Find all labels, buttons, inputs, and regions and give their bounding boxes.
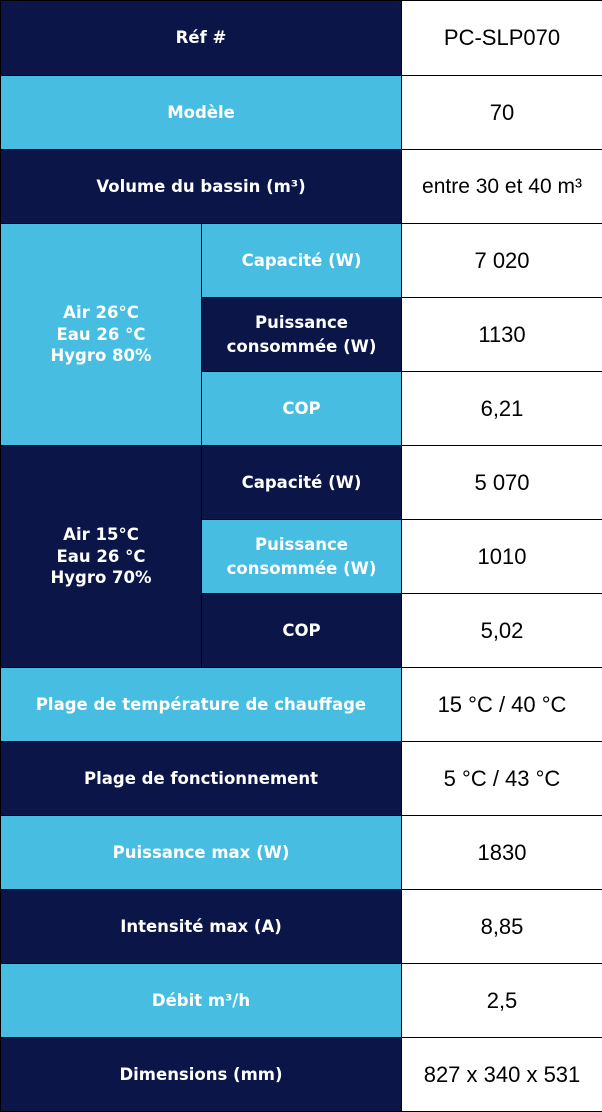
cond2-cop-value: 5,02: [402, 594, 602, 668]
row-ref: [1, 1, 602, 76]
cond2-puissance-value: 1010: [402, 520, 602, 594]
row-modele: [1, 76, 602, 150]
cond1-cop-value: 6,21: [402, 372, 602, 446]
cond1-conditions: [1, 224, 202, 446]
cond2-puissance-line2: consommée (W): [226, 558, 377, 578]
cond2-eau: Eau 26 °C: [56, 546, 146, 566]
row-cond1-capacite: [1, 224, 602, 298]
plage-fonctionnement-value: 5 °C / 43 °C: [402, 742, 602, 816]
dimensions-label: Dimensions (mm): [1, 1038, 402, 1112]
cond1-puissance-label: [202, 298, 402, 372]
plage-chauffage-value: 15 °C / 40 °C: [402, 668, 602, 742]
cond1-puissance-line2: consommée (W): [226, 336, 377, 356]
cond2-conditions: [1, 446, 202, 668]
intensite-max-label: Intensité max (A): [1, 890, 402, 964]
modele-value: 70: [402, 76, 602, 150]
cond2-hygro: Hygro 70%: [50, 568, 152, 588]
row-plage-fonctionnement: [1, 742, 602, 816]
volume-value: entre 30 et 40 m³: [402, 150, 602, 224]
row-cond2-capacite: [1, 446, 602, 520]
puissance-max-value: 1830: [402, 816, 602, 890]
row-volume: [1, 150, 602, 224]
cond1-cop-label: COP: [202, 372, 402, 446]
cond2-puissance-label: [202, 520, 402, 594]
row-dimensions: [1, 1038, 602, 1112]
puissance-max-label: Puissance max (W): [1, 816, 402, 890]
debit-value: 2,5: [402, 964, 602, 1038]
cond1-hygro: Hygro 80%: [50, 346, 152, 366]
modele-label: Modèle: [1, 76, 402, 150]
cond1-air: Air 26°C: [63, 303, 139, 323]
row-intensite-max: [1, 890, 602, 964]
ref-label: Réf #: [1, 1, 402, 76]
cond1-puissance-value: 1130: [402, 298, 602, 372]
cond1-eau: Eau 26 °C: [56, 324, 146, 344]
intensite-max-value: 8,85: [402, 890, 602, 964]
cond1-capacite-label: Capacité (W): [202, 224, 402, 298]
cond2-puissance-line1: Puissance: [255, 535, 348, 555]
cond1-capacite-value: 7 020: [402, 224, 602, 298]
debit-label: Débit m³/h: [1, 964, 402, 1038]
volume-label: Volume du bassin (m³): [1, 150, 402, 224]
row-debit: [1, 964, 602, 1038]
cond2-capacite-label: Capacité (W): [202, 446, 402, 520]
ref-value: PC-SLP070: [402, 1, 602, 76]
plage-fonctionnement-label: Plage de fonctionnement: [1, 742, 402, 816]
plage-chauffage-label: Plage de température de chauffage: [1, 668, 402, 742]
cond2-cop-label: COP: [202, 594, 402, 668]
cond2-capacite-value: 5 070: [402, 446, 602, 520]
cond1-puissance-line1: Puissance: [255, 313, 348, 333]
cond2-air: Air 15°C: [63, 525, 139, 545]
dimensions-value: 827 x 340 x 531: [402, 1038, 602, 1112]
row-puissance-max: [1, 816, 602, 890]
row-plage-chauffage: [1, 668, 602, 742]
